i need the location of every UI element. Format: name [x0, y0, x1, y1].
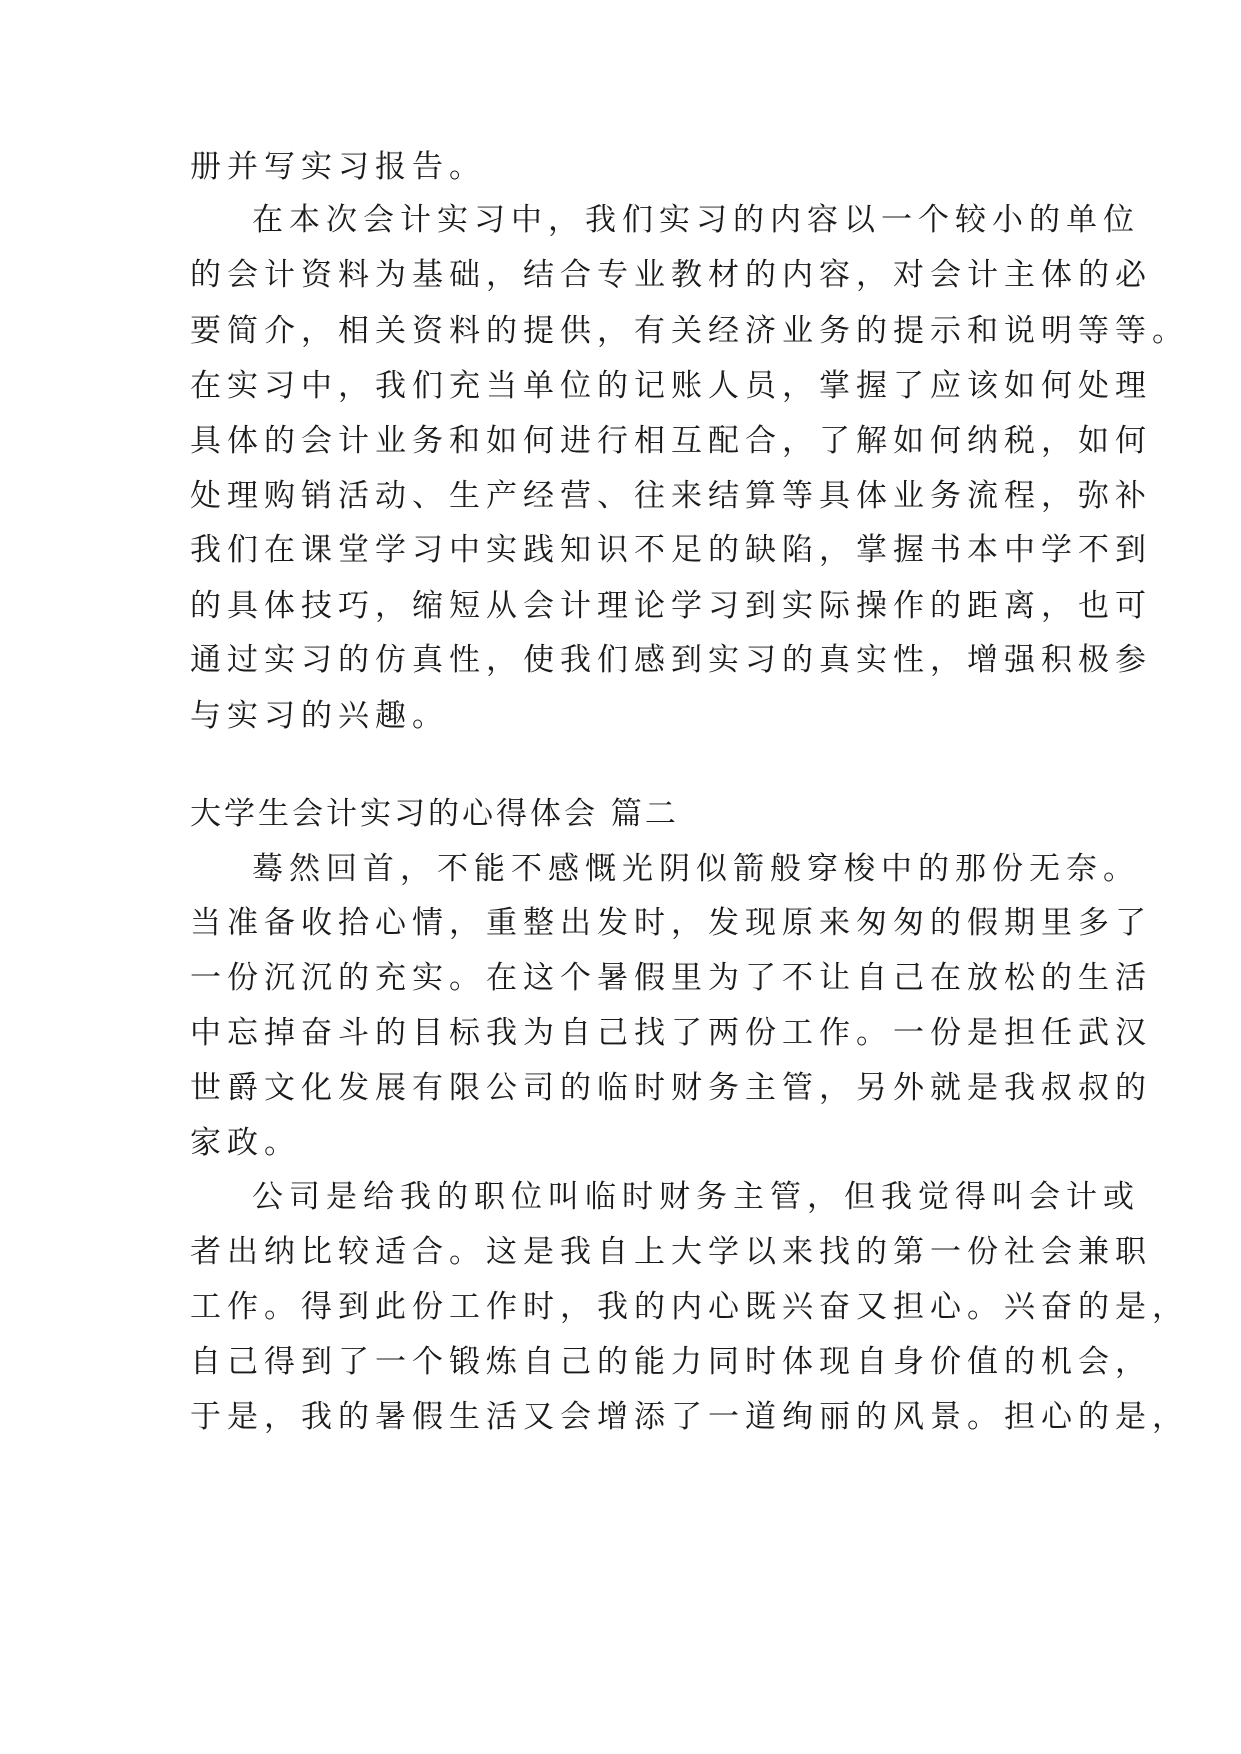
paragraph-line: 者出纳比较适合。这是我自上大学以来找的第一份社会兼职 — [190, 1234, 1152, 1270]
paragraph-line: 的具体技巧，缩短从会计理论学习到实际操作的距离，也可 — [190, 588, 1152, 624]
paragraph-line: 与实习的兴趣。 — [190, 698, 449, 734]
paragraph-line: 蓦然回首，不能不感慨光阴似箭般穿梭中的那份无奈。 — [252, 851, 1140, 887]
paragraph-line: 于是，我的暑假生活又会增添了一道绚丽的风景。担心的是， — [190, 1399, 1189, 1435]
paragraph-line: 册并写实习报告。 — [190, 149, 486, 185]
paragraph-line: 我们在课堂学习中实践知识不足的缺陷，掌握书本中学不到 — [190, 532, 1152, 568]
paragraph-line: 在本次会计实习中，我们实习的内容以一个较小的单位 — [252, 202, 1140, 238]
paragraph-line: 一份沉沉的充实。在这个暑假里为了不让自己在放松的生活 — [190, 960, 1152, 996]
paragraph-line: 工作。得到此份工作时，我的内心既兴奋又担心。兴奋的是， — [190, 1289, 1189, 1325]
paragraph-line: 中忘掉奋斗的目标我为自己找了两份工作。一份是担任武汉 — [190, 1015, 1152, 1051]
paragraph-line: 具体的会计业务和如何进行相互配合，了解如何纳税，如何 — [190, 423, 1152, 459]
paragraph-line: 处理购销活动、生产经营、往来结算等具体业务流程，弥补 — [190, 478, 1152, 514]
paragraph-line: 家政。 — [190, 1125, 301, 1161]
section-heading: 大学生会计实习的心得体会 篇二 — [190, 796, 679, 832]
paragraph-line: 公司是给我的职位叫临时财务主管，但我觉得叫会计或 — [252, 1179, 1140, 1215]
paragraph-line: 通过实习的仿真性，使我们感到实习的真实性，增强积极参 — [190, 642, 1152, 678]
paragraph-line: 当准备收拾心情，重整出发时，发现原来匆匆的假期里多了 — [190, 905, 1152, 941]
paragraph-line: 要简介，相关资料的提供，有关经济业务的提示和说明等等。 — [190, 313, 1189, 349]
paragraph-line: 在实习中，我们充当单位的记账人员，掌握了应该如何处理 — [190, 368, 1152, 404]
paragraph-line: 自己得到了一个锻炼自己的能力同时体现自身价值的机会， — [190, 1344, 1152, 1380]
paragraph-line: 的会计资料为基础，结合专业教材的内容，对会计主体的必 — [190, 257, 1152, 293]
paragraph-line: 世爵文化发展有限公司的临时财务主管，另外就是我叔叔的 — [190, 1070, 1152, 1106]
